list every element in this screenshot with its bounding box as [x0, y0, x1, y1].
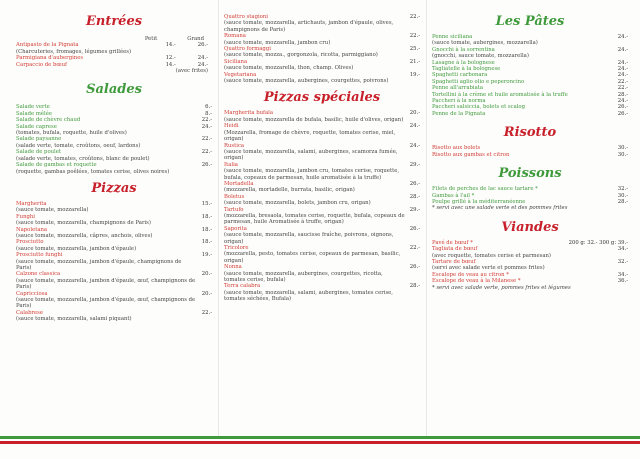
menu-item-name: Escalope de veau au citron *: [432, 271, 509, 278]
menu-item-price: 28.-: [409, 193, 420, 200]
menu-item-name: Siciliana: [224, 58, 248, 65]
menu-item-description: (sauce tomate, aubergines, mozzarella): [432, 40, 538, 47]
menu-item-price: 22.-: [409, 245, 420, 251]
menu-item-price: 22.-: [201, 117, 212, 124]
menu-item-price: 18.-: [201, 226, 212, 233]
menu-item-text: [432, 34, 538, 47]
menu-item: [224, 245, 420, 264]
menu-item-name: Calzone classica: [16, 271, 61, 278]
menu-item-description: (salade verte, tomate, croûtons, oeuf, lardons): [16, 142, 141, 149]
menu-item-price: 19.-: [409, 71, 420, 78]
menu-item-name: Tricolore: [224, 245, 249, 251]
menu-item: [432, 47, 628, 60]
viandes-note: * servi avec salade verte, pommes frites et légumes: [432, 284, 571, 291]
menu-item-description: (sauce tomate, mozzarella, jambon cru): [224, 39, 331, 46]
menu-item-description: (sauce tomate, mozzarella, aubergines, courgettes, poivrons): [224, 78, 389, 85]
menu-item-text: [16, 227, 152, 240]
menu-item-name: Tortellini à la crème et huile aromatisée à la truffe: [432, 91, 568, 98]
menu-item-text: [16, 239, 136, 252]
menu-item: [224, 181, 420, 194]
menu-item-description: (avec roquette, tomates cerise et parmesan): [432, 252, 551, 259]
menu-item-price: 20.-: [201, 271, 212, 278]
menu-item-name: Tartufo: [224, 206, 244, 213]
menu-item-price: 24.-: [409, 142, 420, 149]
menu-item-price: 26.-: [409, 225, 420, 232]
price-small: 12.-: [165, 55, 176, 62]
menu-item-name: Filets de perches de lac sauce tartare *: [432, 186, 538, 193]
menu-item-price: 36.-: [617, 278, 628, 285]
menu-item-price: 20.-: [409, 110, 420, 117]
menu-item-price: 22.-: [409, 14, 420, 20]
menu-item-name: Salade paysanne: [16, 136, 62, 143]
menu-item-name: Rustica: [224, 142, 245, 149]
menu-item-price: 22.-: [201, 309, 212, 316]
menu-item-name: Saporita: [224, 225, 247, 232]
menu-item-name: Gnocchi à la sorrentina: [432, 46, 495, 53]
menu-item-text: [16, 149, 150, 162]
menu-item: [432, 111, 628, 117]
menu-item-price: 21.-: [409, 58, 420, 65]
menu-item-description: (sauce tomate, mozzarella, salami piquant): [16, 316, 132, 323]
menu-item: [224, 72, 420, 85]
menu-item-price: 28.-: [409, 283, 420, 290]
avec-frites-note: (avec frites): [175, 68, 208, 75]
menu-item-price: 34.-: [617, 246, 628, 253]
menu-item-text: [16, 310, 132, 323]
menu-item-price: 24.-: [617, 66, 628, 73]
menu-item-price: 15.-: [201, 200, 212, 207]
menu-item-name: Calabrese: [16, 309, 43, 316]
menu-item-text: [224, 194, 371, 207]
column-divider: [426, 0, 427, 439]
menu-item-price: 32.-: [617, 186, 628, 193]
menu-item-name: Paccheri à la norma: [432, 98, 486, 105]
menu-item-name: Spaghetti carbonara: [432, 72, 488, 79]
menu-item-name: Italia: [224, 161, 238, 168]
menu-item: [224, 143, 420, 162]
menu-item-text: [224, 264, 406, 283]
menu-item-text: [224, 226, 406, 245]
menu-item-text: [16, 162, 169, 175]
menu-item-text: [16, 291, 198, 310]
menu-item: [432, 152, 628, 158]
pates-list: [432, 34, 628, 117]
menu-item-name: Nonna: [224, 264, 242, 271]
menu-item-description: (sauce tomate, mozzarella, artichauts, jambon d'épaule, olives, champignons de Paris): [224, 20, 394, 33]
menu-item-price: 24.-: [617, 59, 628, 66]
menu-item-description: (mozzarella, bresaola, tomates cerise, roquette, bufala, copeaux de parmesan, huile Aromatisée à truffe, origan): [224, 212, 405, 226]
menu-item-text: [16, 124, 127, 137]
menu-item-name: Paccheri salsiccia, bolets et scalog: [432, 104, 526, 111]
section-title-entrees: Entrées: [85, 14, 143, 29]
menu-item-description: (sauce tomate, mozzarella de bufala, basilic, huile d'olives, origan): [224, 116, 404, 123]
menu-item-description: (servi avec salade verte et pommes frites): [432, 265, 545, 272]
menu-item-text: [224, 46, 378, 59]
menu-item-text: [224, 33, 330, 46]
section-title-poissons: Poissons: [498, 166, 562, 182]
menu-item-name: Napoletana: [16, 226, 48, 233]
menu-item-name: Salade caprese: [16, 123, 57, 130]
menu-item-text: [224, 59, 353, 72]
menu-item-description: (sauce tomate, mozza., gorgonzola, ricotta, parmiggiano): [224, 52, 378, 59]
menu-item-name: Quattro formaggi: [224, 46, 271, 53]
menu-item: [16, 239, 212, 252]
menu-item-price: 18.-: [201, 239, 212, 246]
salades-list: [16, 104, 212, 174]
menu-item-price: 24.-: [409, 123, 420, 130]
menu-item-price: 24.-: [617, 34, 628, 40]
menu-item-name: Parmigiana d'aubergines: [16, 55, 84, 62]
menu-item-name: Prosciutto: [16, 239, 44, 246]
menu-item-text: [432, 278, 520, 284]
menu-item-text: [224, 123, 406, 142]
menu-item-price: 22.-: [617, 85, 628, 92]
menu-item-price: 30.-: [617, 145, 628, 152]
menu-item-text: [16, 252, 198, 271]
menu-item-name: Risotto aux bolets: [432, 145, 481, 152]
menu-item: [224, 59, 420, 72]
menu-item-name: Tartare de bœuf: [432, 258, 476, 265]
column-middle: [224, 0, 420, 303]
menu-item-prices: [166, 62, 212, 68]
menu-item-name: Capricciosa: [16, 290, 48, 297]
entrees-list: [16, 42, 212, 68]
menu-item-description: (sauce tomate, mozzarella, aubergines, courgettes, ricotta, tomates cerise, bufala): [224, 270, 383, 284]
menu-item: [432, 259, 628, 272]
menu-item-text: [16, 42, 131, 55]
menu-item-price: 18.-: [201, 213, 212, 220]
menu-item: [16, 271, 212, 290]
menu-item-price: 29.-: [409, 161, 420, 168]
menu-item-price: 28.-: [617, 198, 628, 205]
menu-item: [16, 149, 212, 162]
section-title-risotto: Risotto: [503, 125, 557, 141]
menu-item-name: Quattro stagioni: [224, 14, 268, 20]
menu-item-description: (tomates, bufala, roquette, huile d'olives): [16, 130, 127, 137]
menu-item-description: (sauce tomate, mozzarella, salami, aubergines, scamorza fumée, origan): [224, 148, 398, 162]
menu-item-name: Lasagne à la bolognese: [432, 59, 495, 66]
menu-item: [224, 264, 420, 283]
menu-item-price: 26.-: [409, 264, 420, 271]
menu-item-name: Pavé de bœuf *: [432, 239, 473, 246]
menu-item-price: 24.-: [617, 46, 628, 53]
menu-item-price: 26.-: [201, 162, 212, 169]
menu-item-name: Poulpe grillé à la méditerranéenne: [432, 198, 526, 205]
menu-item-price: 25.-: [409, 46, 420, 53]
menu-item-name: Salade de chèvre chaud: [16, 117, 81, 124]
menu-item-text: [432, 199, 525, 205]
menu-item-text: [224, 283, 406, 302]
menu-item-description: (sauce tomate, mozzarella, champignons de Paris): [16, 220, 151, 227]
menu-item: [16, 310, 212, 323]
menu-item-name: Salade de gambas et roquette: [16, 162, 97, 169]
menu-item-price: 30.-: [617, 151, 628, 158]
menu-item-name: Penne de la Pignata: [432, 110, 486, 117]
menu-item-description: (roquette, gambas poêlées, tomates cerise, olives noires): [16, 168, 170, 175]
menu-item-text: [432, 47, 529, 60]
menu-item-description: (sauce tomate, mozzarella, jambon d'épaule, œuf, champignons de Paris): [16, 277, 196, 291]
price-large: 26.-: [197, 42, 208, 49]
menu-item: [432, 199, 628, 205]
menu-item-text: [224, 143, 406, 162]
menu-item: [16, 227, 212, 240]
menu-item-description: (sauce tomate, mozzarella, saucisse fraîche, poivrons, oignons, origan): [224, 232, 394, 245]
menu-item-text: [224, 14, 406, 33]
menu-item-name: Romana: [224, 33, 246, 40]
menu-item-text: [16, 201, 89, 214]
menu-item-name: Funghi: [16, 213, 35, 220]
pizzas-continued-list: [224, 14, 420, 84]
menu-item-text: [224, 72, 388, 85]
menu-item-prices: [166, 42, 212, 48]
menu-item: [224, 123, 420, 142]
menu-item-text: [16, 271, 198, 290]
section-title-pizzas-speciales: Pizzas spéciales: [263, 90, 381, 106]
menu-item-name: Risotto aux gambas et citron: [432, 151, 510, 158]
price-large: 24.-: [197, 61, 208, 68]
menu-item: [224, 46, 420, 59]
menu-item-description: (sauce tomate, mozzarella, bolets, jambon cru, origan): [224, 200, 371, 207]
menu-item-price: 8.-: [205, 110, 212, 117]
menu-item-price: 22.-: [201, 136, 212, 143]
menu-item-name: Gambas à l'ail *: [432, 192, 475, 199]
menu-item: [16, 201, 212, 214]
menu-item: [432, 278, 628, 284]
menu-item-price: 24.-: [617, 72, 628, 79]
flag-stripe-red: [0, 441, 640, 444]
menu-item-name: Salade mêlée: [16, 110, 52, 117]
menu-item: [224, 207, 420, 226]
menu-item-name: Spaghetti aglio olio e peperoncino: [432, 78, 525, 85]
menu-item-description: (Charcuteries, fromages, légumes grillées): [16, 48, 132, 55]
price-small: 14.-: [165, 42, 176, 49]
menu-item-text: [432, 152, 509, 158]
menu-item: [16, 62, 212, 68]
menu-item-price: 26.-: [617, 104, 628, 111]
menu-item-description: (Mozzarella, fromage de chèvre, roquette, tomates cerise, miel, origan): [224, 129, 396, 143]
menu-item-description: (mozzarella, mortadelle, burrata, basilic, origan): [224, 187, 355, 194]
menu-item-name: Margherita bufala: [224, 110, 274, 117]
menu-item-description: (sauce tomate, mozzarella, câpres, anchois, olives): [16, 232, 153, 239]
menu-item-text: [224, 181, 355, 194]
menu-item-price: 19.-: [201, 252, 212, 259]
menu-item-price: 22.-: [409, 33, 420, 40]
menu-item-price: 22.-: [201, 149, 212, 156]
menu-item-description: (sauce tomate, mozzarella, jambon d'épaule, œuf, champignons de Paris): [16, 297, 196, 310]
menu-item: [224, 110, 420, 123]
menu-item-price: 24.-: [201, 123, 212, 130]
menu-item-text: [16, 214, 151, 227]
risotto-list: [432, 145, 628, 158]
price-large: 24.-: [197, 55, 208, 62]
price-small: 14.-: [165, 61, 176, 68]
menu-item-price: 20.-: [201, 290, 212, 297]
menu-item-price: 30.-: [617, 192, 628, 199]
menu-item-text: [16, 136, 140, 149]
pizzas-list: [16, 201, 212, 323]
menu-item-price: 32.-: [617, 258, 628, 265]
section-title-pates: Les Pâtes: [495, 14, 565, 29]
menu-item-price: 28.-: [617, 91, 628, 98]
menu-item-description: (mozzarella, pesto, tomates cerise, copeaux de parmesan, basilic, origan): [224, 251, 401, 264]
menu-item-price: 24.-: [617, 98, 628, 105]
menu-item: [16, 136, 212, 149]
menu-item-text: [432, 246, 551, 259]
menu-item-text: [432, 111, 485, 117]
menu-item-price: 6.-: [205, 104, 212, 111]
menu-item-name: Vegetariana: [224, 71, 257, 78]
menu-item-price: 26.-: [617, 110, 628, 117]
menu-item-name: Terra calabra: [224, 283, 261, 290]
col-small-label: Petit: [144, 36, 158, 42]
menu-item: [16, 291, 212, 310]
poissons-note: * servi avec une salade verte et des pommes frites: [432, 205, 568, 212]
menu-item-description: (gnocchi, sauce tomate, mozzarella): [432, 53, 529, 60]
menu-item: [224, 33, 420, 46]
menu-item: [432, 34, 628, 47]
menu-item: [224, 162, 420, 181]
column-right: [432, 0, 628, 291]
menu-item-text: [224, 207, 406, 226]
menu-item-name: Salade verte: [16, 104, 50, 111]
menu-item-description: (sauce tomate, mozzarella, jambon d'épaule, champignons de Paris): [16, 258, 182, 271]
menu-item-text: [224, 245, 406, 264]
menu-item: [224, 194, 420, 207]
section-title-viandes: Viandes: [501, 219, 559, 235]
menu-item-description: (sauce tomate, mozzarella, jambon d'épaule): [16, 245, 137, 252]
menu-item-name: Penne siciliana: [432, 34, 473, 40]
menu-item-description: (sauce tomate, mozzarella, salami, aubergines, tomates cerise, tomates séchées, Bufala): [224, 289, 393, 303]
menu-item: [16, 214, 212, 227]
menu-item: [16, 252, 212, 271]
menu-item-price: 34.-: [617, 271, 628, 278]
menu-item-text: [224, 110, 403, 123]
col-large-label: Grand: [187, 36, 204, 42]
menu-item-name: Margherita: [16, 200, 47, 207]
column-divider: [218, 0, 219, 439]
viandes-list: [432, 240, 628, 285]
menu-item-name: Heidi: [224, 123, 239, 130]
menu-item-name: Prosciutto funghi: [16, 252, 63, 259]
menu-item: [224, 14, 420, 33]
menu-item-description: (sauce tomate, mozzarella): [16, 207, 89, 214]
menu-item-name: Antipasto de la Pignata: [16, 42, 79, 49]
menu-item-price: 26.-: [409, 180, 420, 187]
menu-item-name: Penne all'arrabiata: [432, 85, 484, 92]
menu-item-price: 200 g: 32.- 300 g: 39.-: [568, 239, 628, 246]
menu-item-description: (sauce tomate, mozzarella, jambon cru, tomates cerise, roquette, bufala, copeaux de parmesan, huile aromatisée à la truffe): [224, 168, 400, 181]
menu-item-text: [16, 62, 67, 68]
menu-item: [16, 42, 212, 55]
menu-item: [16, 162, 212, 175]
menu-item-name: Tagliatelle à la bolognese: [432, 66, 501, 73]
menu-item-text: [432, 259, 545, 272]
menu-item-text: [224, 162, 406, 181]
section-title-salades: Salades: [86, 82, 142, 98]
menu-item-description: (salade verte, tomates, croûtons, blanc de poulet): [16, 155, 150, 162]
menu-item-name: Salade de poulet: [16, 149, 62, 156]
menu-item-name: Tagliata de bœuf: [432, 246, 478, 253]
menu-item: [224, 226, 420, 245]
menu-item-name: Escalope de veau à la Milanese *: [432, 278, 521, 285]
menu-item-name: Boletus: [224, 193, 245, 200]
menu-item-name: Mortadella: [224, 180, 254, 187]
poissons-list: [432, 186, 628, 205]
section-title-pizzas: Pizzas: [91, 180, 137, 196]
menu-item: [432, 246, 628, 259]
menu-item: [16, 124, 212, 137]
menu-item-price: 29.-: [409, 206, 420, 213]
menu-item-description: (sauce tomate, mozzarella, thon, champ. Olives): [224, 65, 354, 72]
pizzas-speciales-list: [224, 110, 420, 302]
column-left: [16, 0, 212, 323]
menu-item-price: 22.-: [617, 78, 628, 85]
menu-item-name: Carpaccio de bœuf: [16, 61, 68, 68]
menu-item: [224, 283, 420, 302]
